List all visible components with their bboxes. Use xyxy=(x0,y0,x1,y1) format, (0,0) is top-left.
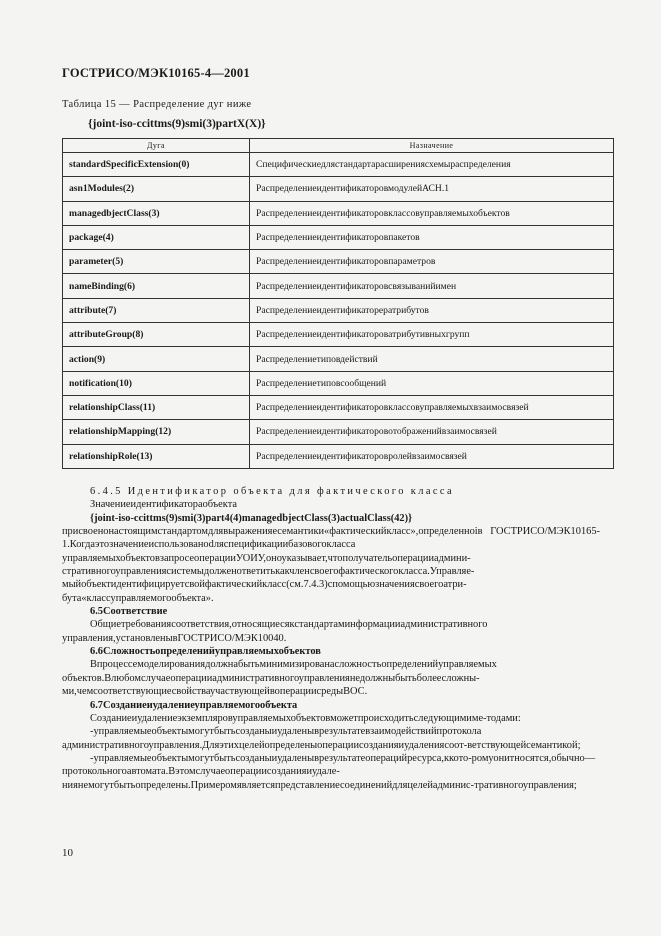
table-row xyxy=(63,274,614,298)
table-header-row xyxy=(63,139,614,153)
arc-cell: relationshipRole(13) xyxy=(63,444,250,468)
purpose-cell: Распределениеидентификаторовклассовуправляемыхвзаимосвязей xyxy=(250,395,614,419)
purpose-cell: Распределениеидентификатороватрибутивныхгрупп xyxy=(250,323,614,347)
table-row xyxy=(63,177,614,201)
purpose-cell: Распределениеидентификаторовотображенийвзаимосвязей xyxy=(250,420,614,444)
section-6-7-heading: 6.7Созданиеиудалениеуправляемогообъекта xyxy=(90,699,298,711)
arc-cell: package(4) xyxy=(63,225,250,249)
purpose-cell: Распределениеидентификаторовсвязыванийимен xyxy=(250,274,614,298)
arc-cell: relationshipMapping(12) xyxy=(63,420,250,444)
table-row xyxy=(63,153,614,177)
table-row xyxy=(63,444,614,468)
table-row xyxy=(63,420,614,444)
section-6-4-5-oid: {joint-iso-ccittms(9)smi(3)part4(4)managedbjectClass(3)actualClass(42)} xyxy=(90,512,413,524)
table-oid: {joint-iso-ccittms(9)smi(3)partX(X)} xyxy=(88,118,266,130)
purpose-cell: Специфическиедлястандартарасширениясхемыраспределения xyxy=(250,153,614,177)
page-number: 10 xyxy=(62,847,73,859)
section-6-7-list-item: -управляемыеобъектымогутбытьсозданыиудаленыврезультатеоперацийресурса,ккото-ромуонитносятся,обычно—протокольногоавтомата.Вэтомслучаеоперациисозданияиудале-ниянемогутбытьопределены.Примеромявляетсяпредставлениесоединенийдляцелейадминис-тративногоуправления; xyxy=(62,752,596,791)
table-row xyxy=(63,201,614,225)
purpose-cell: Распределениетиповдействий xyxy=(250,347,614,371)
section-6-5-paragraph: Общиетребованиясоответствия,относящиесякстандартаминформацииадминистративного управления,установленывГОСТРИСО/МЭК10040. xyxy=(62,619,488,644)
purpose-cell: Распределениетиповсообщений xyxy=(250,371,614,395)
body-text xyxy=(62,485,600,792)
document-header: ГОСТРИСО/МЭК10165-4—2001 xyxy=(62,66,250,80)
purpose-cell: Распределениеидентификаторератрибутов xyxy=(250,298,614,322)
section-6-6-heading: 6.6Сложностьопределенийуправляемыхобъектов xyxy=(90,646,321,658)
purpose-cell: Распределениеидентификаторовклассовуправляемыхобъектов xyxy=(250,201,614,225)
section-6-4-5-paragraph: присвоенонастоящимстандартомдлявыраженияесемантики«фактическийкласс»,определенноів ГОСТРИСО/МЭК10165-1.Когдаэтозначениеиспользованоdляспецификациибазовогокласса управляемыхобъектовзапросеоперацииУОИУ,оноуказывает,чтополучательоперацииадмини-стративногоуправлениясистемыдолженответитькакчленсвоегофактическогокласса.Управляе-мыйобъектидентифицируетсвойфактическийкласс(см.7.4.3)спомощьюзначениясвоегоатри-бута«классуправляемогообъекта». xyxy=(62,526,600,604)
column-header-purpose: Назначение xyxy=(250,139,614,153)
arc-cell: relationshipClass(11) xyxy=(63,395,250,419)
table-row xyxy=(63,371,614,395)
section-6-7-intro: Созданиеиудалениеэкземпляровуправляемыхобъектовможетпроисходитьследующимиме-тодами: xyxy=(90,712,521,724)
section-6-7-list-item: -управляемыеобъектымогутбытьсозданыиудаленыврезультатевзаимодействийпротокола административногоуправления.Дляэтихцелейопределеныоперациисозданияиудалениясоот-ветствующейсемантикой; xyxy=(62,726,581,751)
section-6-4-5-heading: 6.4.5 Идентификатор объекта для фактического класса xyxy=(90,486,454,497)
table-row xyxy=(63,298,614,322)
table-row xyxy=(63,395,614,419)
section-6-4-5-value-label: Значениеидентификатораобъекта xyxy=(90,499,237,511)
arc-cell: standardSpecificExtension(0) xyxy=(63,153,250,177)
purpose-cell: Распределениеидентификаторовпараметров xyxy=(250,250,614,274)
arc-cell: nameBinding(6) xyxy=(63,274,250,298)
section-6-5-heading: 6.5Соответствие xyxy=(90,606,168,618)
section-6-6-paragraph: Впроцессемоделированиядолжнабытьминимизированасложностьопределенийуправляемых объектов.Влюбомслучаеоперацииадминистративногоуправлениянедолжныбытьболеесложны-ми,чемсоответствующиесвойстваучаствующейвоперациисредыВОС. xyxy=(62,659,497,698)
table-row xyxy=(63,250,614,274)
arc-cell: attribute(7) xyxy=(63,298,250,322)
column-header-arc: Дуга xyxy=(63,139,250,153)
arc-allocation-table xyxy=(62,138,614,469)
table-row xyxy=(63,225,614,249)
arc-cell: asn1Modules(2) xyxy=(63,177,250,201)
arc-cell: attributeGroup(8) xyxy=(63,323,250,347)
arc-cell: notification(10) xyxy=(63,371,250,395)
table-caption: Таблица 15 — Распределение дуг ниже xyxy=(62,99,252,110)
table-row xyxy=(63,323,614,347)
table-row xyxy=(63,347,614,371)
arc-cell: managedbjectClass(3) xyxy=(63,201,250,225)
purpose-cell: РаспределениеидентификаторовмодулейАСН.1 xyxy=(250,177,614,201)
purpose-cell: Распределениеидентификаторовролейвзаимосвязей xyxy=(250,444,614,468)
arc-cell: parameter(5) xyxy=(63,250,250,274)
arc-cell: action(9) xyxy=(63,347,250,371)
purpose-cell: Распределениеидентификаторовпакетов xyxy=(250,225,614,249)
